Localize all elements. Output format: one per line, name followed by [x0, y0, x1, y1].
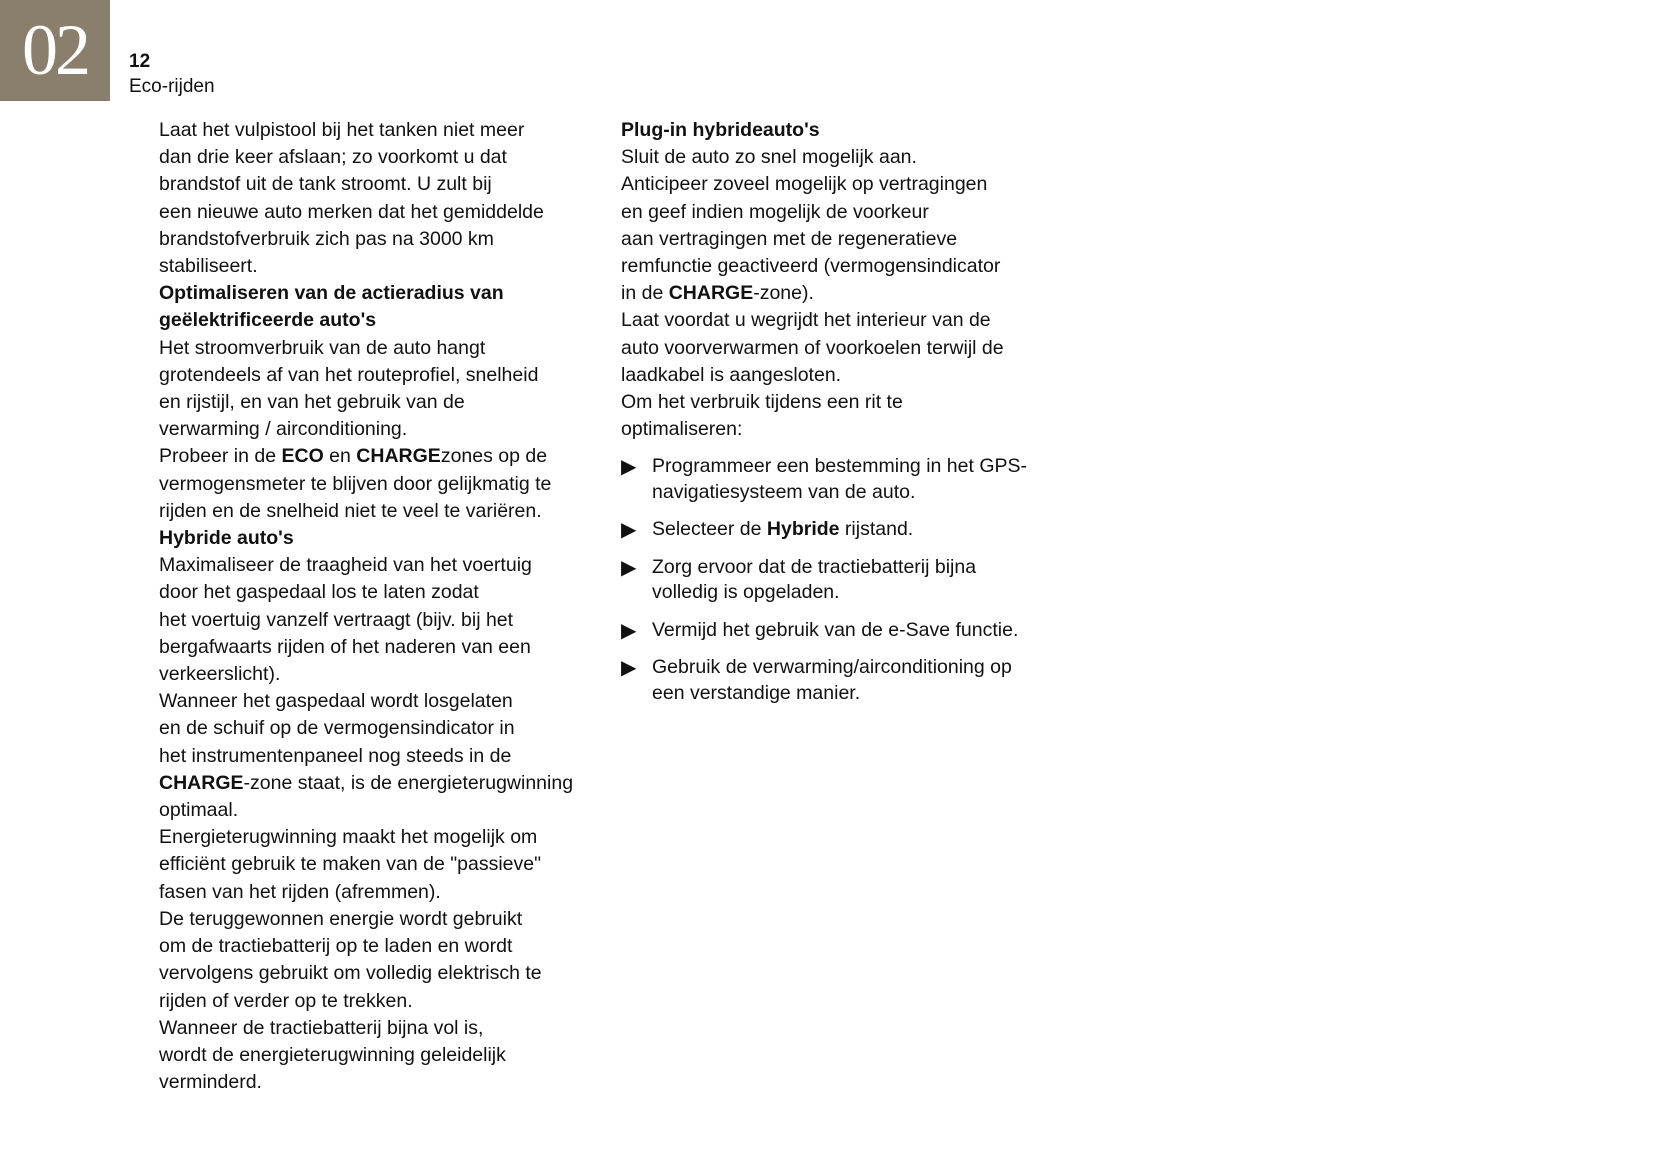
triangle-bullet-icon: ▶: [621, 456, 637, 479]
paragraph-recovered-energy: De teruggewonnen energie wordt gebruikt om de tractiebatterij op te laden en wordt vervolgens gebruikt om volledig elektrisch te rijden of verder op te trekken.: [159, 907, 542, 1012]
paragraph-refuel: Laat het vulpistool bij het tanken niet meer dan drie keer afslaan; zo voorkomt u dat brandstof uit de tank stroomt. U zult bij een nieuwe auto merken dat het gemiddelde brandstofverbruik zich pas na 3000 km stabiliseert.: [159, 119, 544, 278]
paragraph-connect-car: Sluit de auto zo snel mogelijk aan.: [621, 146, 917, 169]
paragraph-accelerator-release: Wanneer het gaspedaal wordt losgelaten en de schuif op de vermogensindicator in het instrumentenpaneel nog steeds in de CHARGE-zone staat, is de energieterugwinning optimaal.: [159, 690, 574, 822]
list-item: ▶ Programmeer een bestemming in het GPS- navigatiesysteem van de auto.: [621, 455, 1027, 503]
list-item: ▶ Zorg ervoor dat de tractiebatterij bijna volledig is opgeladen.: [621, 555, 977, 604]
list-item: ▶ Selecteer de Hybride rijstand.: [621, 518, 914, 542]
heading-hybrid-cars: Hybride auto's: [159, 527, 294, 550]
heading-range-optimisation: Optimaliseren van de actieradius van geëlektrificeerde auto's: [159, 282, 504, 332]
page-number: 12: [129, 51, 151, 72]
paragraph-power-consumption: Het stroomverbruik van de auto hangt grotendeels af van het routeprofiel, snelheid en rijstijl, en van het gebruik van de verwarming / airconditioning.: [159, 336, 539, 441]
paragraph-anticipate: Anticipeer zoveel mogelijk op vertragingen en geef indien mogelijk de voorkeur aan vertragingen met de regeneratieve remfunctie geactiveerd (vermogensindicator in de CHARGE-zone).: [621, 173, 1001, 305]
paragraph-eco-charge-zones: Probeer in de ECO en CHARGEzones op de vermogensmeter te blijven door gelijkmatig te rijden en de snelheid niet te veel te variëren.: [159, 445, 552, 522]
paragraph-optimise-intro: Om het verbruik tijdens een rit te optimaliseren:: [621, 391, 903, 441]
heading-plugin-hybrid: Plug-in hybrideauto's: [621, 119, 820, 141]
triangle-bullet-icon: ▶: [621, 657, 637, 680]
paragraph-energy-recovery: Energieterugwinning maakt het mogelijk om efficiënt gebruik te maken van de "passieve" fasen van het rijden (afremmen).: [159, 826, 542, 903]
paragraph-preconditioning: Laat voordat u wegrijdt het interieur van de auto voorverwarmen of voorkoelen terwijl de laadkabel is aangesloten.: [621, 309, 1004, 386]
list-item: ▶ Vermijd het gebruik van de e-Save functie.: [621, 618, 1019, 642]
triangle-bullet-icon: ▶: [621, 619, 637, 642]
paragraph-inertia: Maximaliseer de traagheid van het voertuig door het gaspedaal los te laten zodat het voertuig vanzelf vertraagt (bijv. bij het bergafwaarts rijden of het naderen van een verkeerslicht).: [159, 554, 532, 686]
paragraph-battery-full: Wanneer de tractiebatterij bijna vol is, wordt de energieterugwinning geleidelijk verminderd.: [159, 1016, 506, 1094]
left-column: [159, 117, 599, 1096]
triangle-bullet-icon: ▶: [621, 519, 637, 542]
right-column: [621, 117, 1051, 718]
triangle-bullet-icon: ▶: [621, 556, 637, 579]
chapter-tab: 02: [0, 0, 110, 101]
list-item: ▶ Gebruik de verwarming/airconditioning op een verstandige manier.: [621, 656, 1012, 704]
section-title: Eco-rijden: [129, 76, 215, 97]
tips-list: [621, 454, 1051, 706]
